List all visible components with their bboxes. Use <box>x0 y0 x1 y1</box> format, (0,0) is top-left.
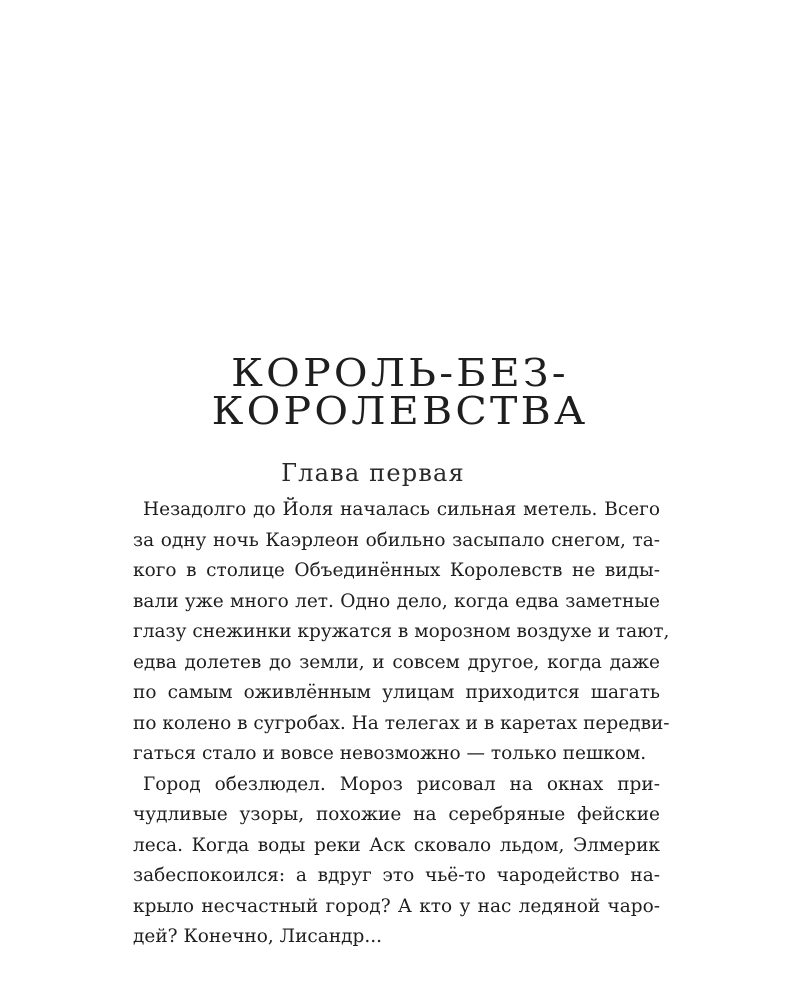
text-line: вали уже много лет. Одно дело, когда едва заметные <box>133 590 660 612</box>
text-line: по самым оживлённым улицам приходится шагать <box>133 682 660 703</box>
chapter-title <box>0 351 800 433</box>
text-line: Город обезлюдел. Мороз рисовал на окнах при- <box>143 773 660 795</box>
text-line: забеспокоился: а вдруг это чьё-то чародейство на- <box>133 865 660 886</box>
body-text <box>133 495 670 953</box>
text-line: Незадолго до Йоля началась сильная метель. Всего <box>143 499 660 520</box>
text-line: кого в столице Объединённых Королевств не виды- <box>133 560 660 581</box>
text-line: гаться стало и вовсе невозможно — только пешком. <box>133 743 647 764</box>
paragraph-1 <box>133 495 670 770</box>
text-line: за одну ночь Каэрлеон обильно засыпало снегом, та- <box>133 529 660 551</box>
text-line: леса. Когда воды реки Аск сковало льдом, Элмерик <box>133 834 660 856</box>
text-line: чудливые узоры, похожие на серебряные фейские <box>133 804 660 825</box>
text-line: едва долетев до земли, и совсем другое, когда даже <box>133 651 660 673</box>
chapter-title-line-1: КОРОЛЬ-БЕЗ- <box>231 351 569 395</box>
text-line: дей? Конечно, Лисандр... <box>133 926 383 947</box>
text-line: по колено в сугробах. На телегах и в каретах передви- <box>133 712 670 734</box>
text-line: глазу снежинки кружатся в морозном воздухе и тают, <box>133 621 670 642</box>
chapter-heading: Глава первая <box>281 459 465 487</box>
text-line: крыло несчастный город? А кто у нас ледяной чаро- <box>133 895 660 917</box>
paragraph-2 <box>133 770 660 953</box>
chapter-title-line-2: КОРОЛЕВСТВА <box>211 389 589 433</box>
